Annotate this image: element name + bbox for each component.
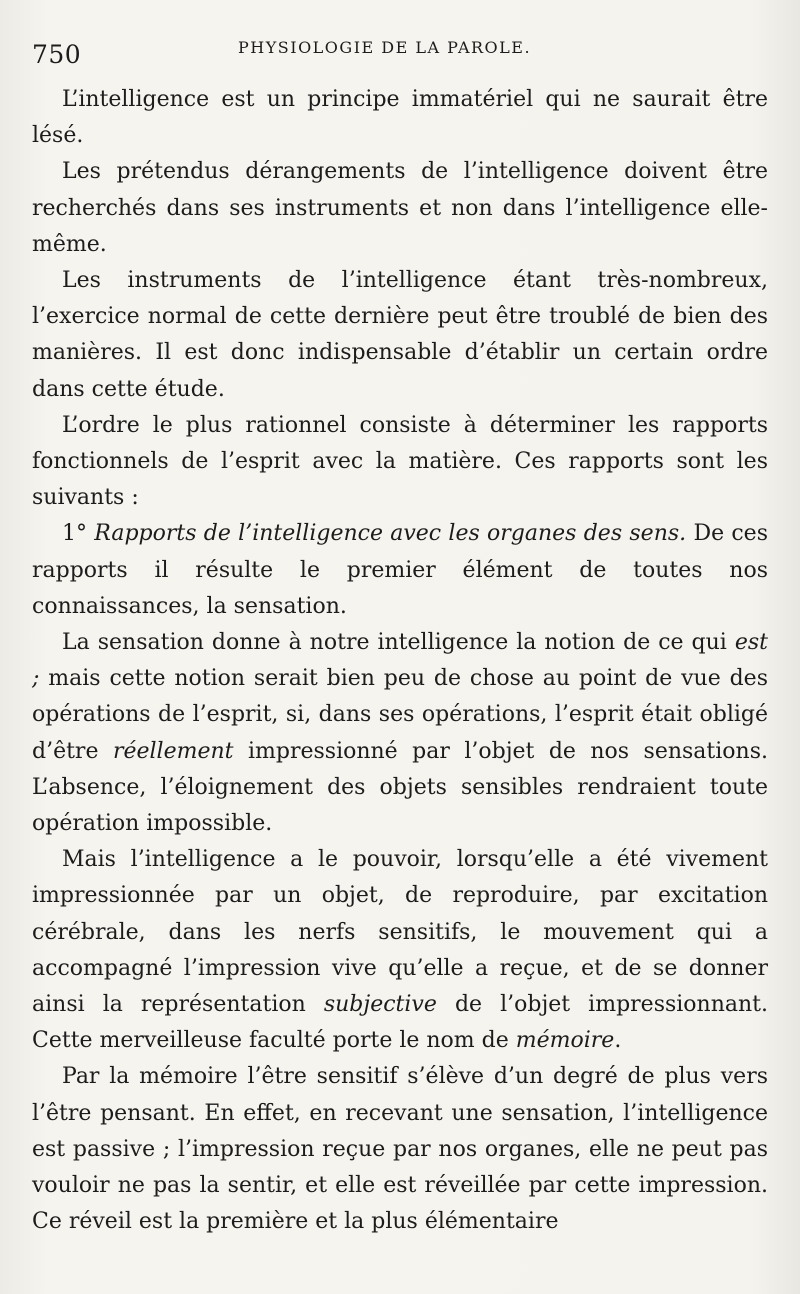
paragraph-text: . <box>614 1028 622 1054</box>
italic-word: est ; <box>32 630 768 692</box>
paragraph-text: Les prétendus dérangements de l’intelligence doivent être recherchés dans ses instruments et non dans l’intelligence elle-même. <box>32 159 768 257</box>
running-head <box>32 34 770 74</box>
page-header-title: PHYSIOLOGIE DE LA PAROLE. <box>238 38 532 57</box>
paragraph-text: Les instruments de l’intelligence étant très-nombreux, l’exercice normal de cette dernière peut être troublé de bien des manières. Il est donc indispensable d’établir un certain ordre dans cette étude. <box>32 268 768 402</box>
paragraph-text: mais cette notion serait bien peu de chose au point de vue des opérations de l’esprit, si, dans ses opérations, l’esprit était obligé d’être <box>32 666 768 764</box>
paragraph-text: de l’objet impressionnant. Cette merveilleuse faculté porte le nom de <box>32 992 769 1054</box>
paragraph-text: Mais l’intelligence a le pouvoir, lorsqu’elle a été vivement impressionnée par un objet, de reproduire, par excitation cérébrale, dans les nerfs sensitifs, le mouvement qui a accompagné l’impression vive qu’elle a reçue, et de se donner ainsi la représentation <box>32 847 768 1018</box>
paragraph-text: L’intelligence est un principe immatériel qui ne saurait être lésé. <box>32 87 768 149</box>
paragraph-text: Par la mémoire l’être sensitif s’élève d’un degré de plus vers l’être pensant. En effet, en recevant une sensation, l’intelligence est passive ; l’impression reçue par nos organes, elle ne peut pas vouloir ne pas la sentir, et elle est réveillée par cette impression. Ce réveil est la première et la plus élémentaire <box>32 1064 768 1235</box>
paragraph-text: De ces rapports il résulte le premier élément de toutes nos connaissances, la sensation. <box>32 521 768 619</box>
page-number: 750 <box>32 40 82 69</box>
italic-heading: Rapports de l’intelligence avec les organes des sens. <box>94 521 687 547</box>
paragraph <box>32 625 768 842</box>
paragraph <box>32 82 768 154</box>
paragraph-text: L’ordre le plus rationnel consiste à déterminer les rapports fonctionnels de l’esprit avec la matière. Ces rapports sont les suivants : <box>32 412 768 511</box>
paragraph-text: La sensation donne à notre intelligence la notion de ce qui <box>62 630 727 656</box>
italic-word: mémoire <box>515 1028 615 1054</box>
italic-word: subjective <box>323 992 437 1018</box>
paragraph-text: impressionné par l’objet de nos sensations. L’absence, l’éloignement des objets sensibles rendraient toute opération impossible. <box>32 738 769 837</box>
list-number: 1° <box>62 521 87 547</box>
paragraph <box>32 408 768 517</box>
paragraph <box>32 516 768 625</box>
paragraph <box>32 842 768 1059</box>
paragraph <box>32 154 768 263</box>
body-text <box>32 82 768 1241</box>
paragraph <box>32 263 768 408</box>
paragraph <box>32 1059 768 1240</box>
italic-word: réellement <box>112 738 234 764</box>
